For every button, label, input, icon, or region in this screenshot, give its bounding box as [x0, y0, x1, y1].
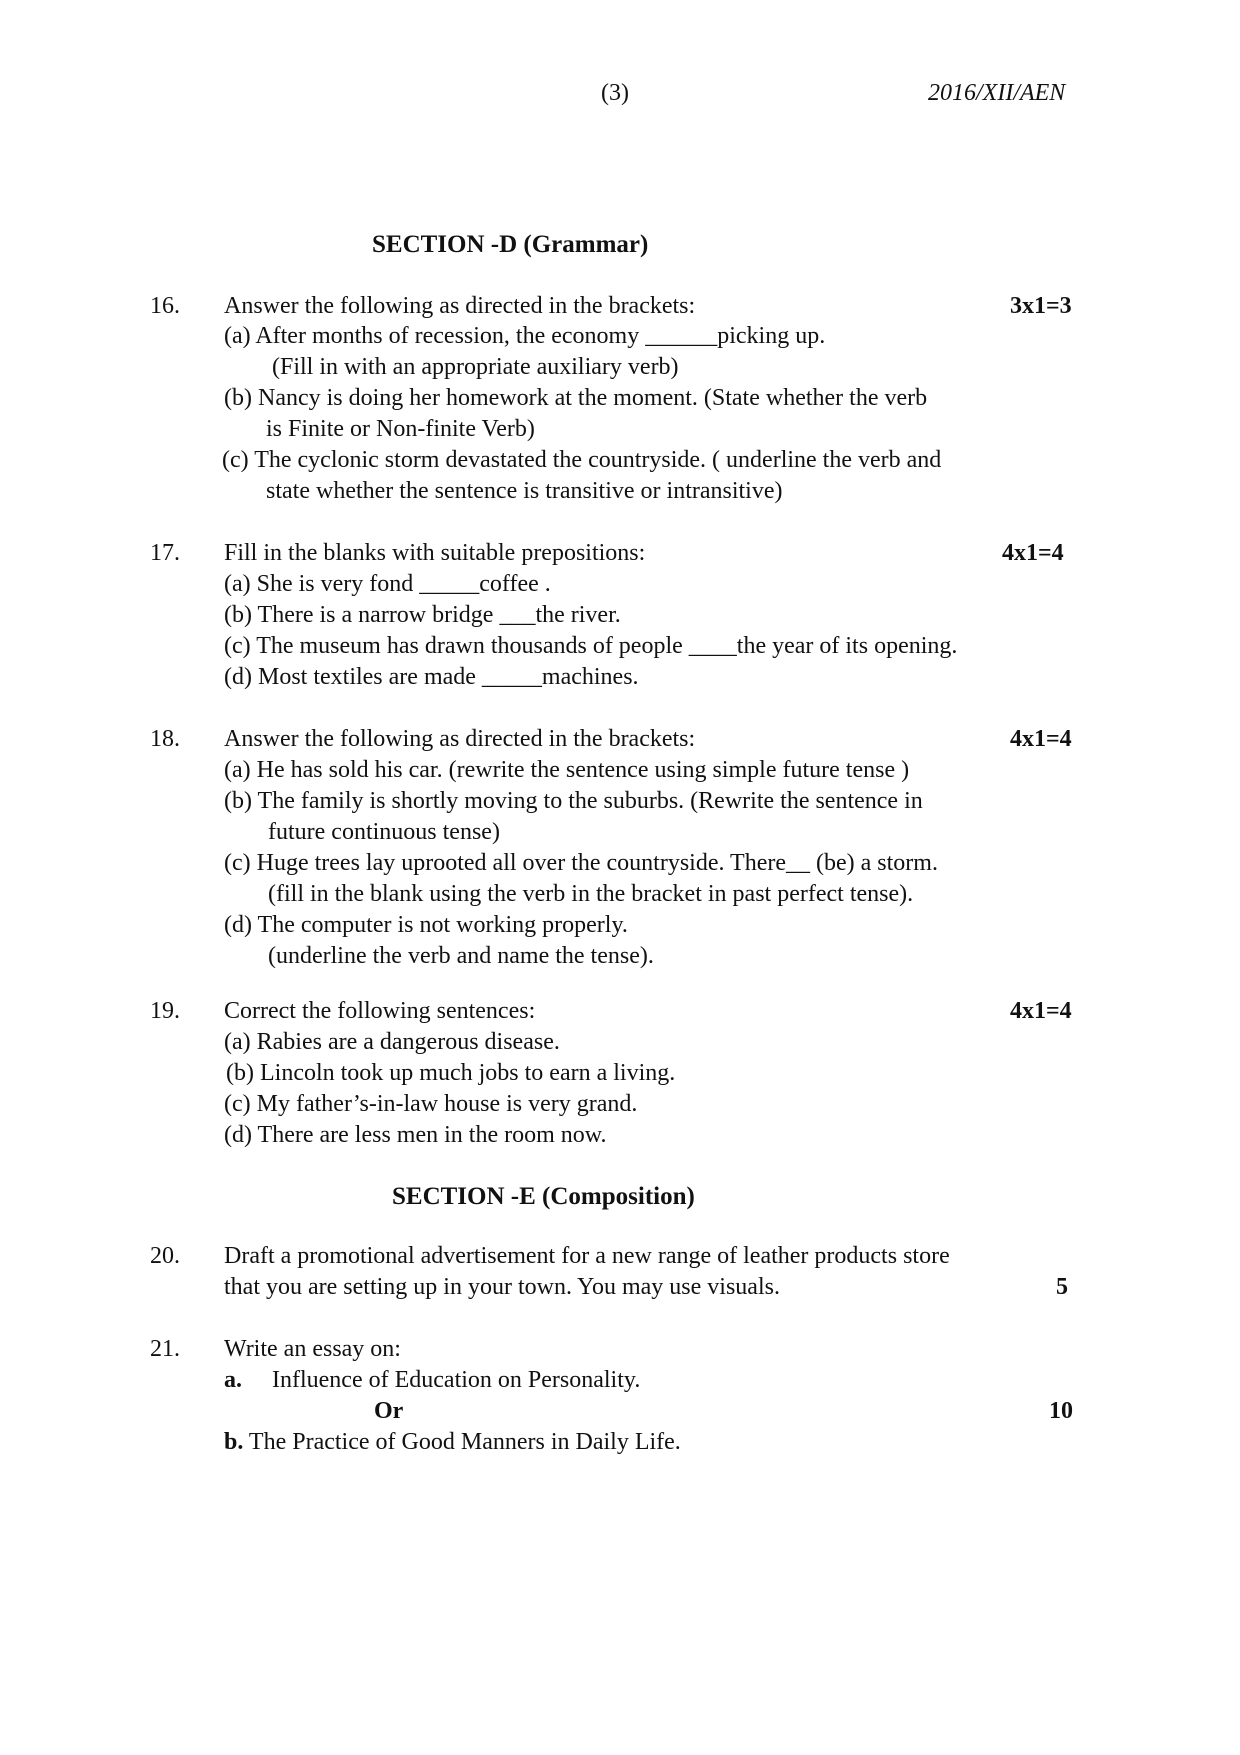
question-text-cont: that you are setting up in your town. You may use visuals. [224, 1274, 780, 1300]
section-d-title: SECTION -D (Grammar) [372, 231, 649, 258]
option-a-text: Influence of Education on Personality. [272, 1367, 641, 1393]
sub-question-b: (b) The family is shortly moving to the suburbs. (Rewrite the sentence in [224, 788, 923, 814]
paper-code: 2016/XII/AEN [928, 80, 1066, 106]
option-a-label: a. [224, 1367, 242, 1393]
sub-question-d: (d) There are less men in the room now. [224, 1122, 607, 1148]
question-prompt: Answer the following as directed in the brackets: [224, 726, 696, 752]
sub-question-d: (d) Most textiles are made _____machines. [224, 664, 639, 690]
question-marks: 4x1=4 [1002, 540, 1064, 566]
sub-question-a: (a) Rabies are a dangerous disease. [224, 1029, 560, 1055]
sub-question-c: (c) The museum has drawn thousands of people ____the year of its opening. [224, 633, 958, 659]
question-marks: 3x1=3 [1010, 293, 1072, 319]
sub-question-a: (a) He has sold his car. (rewrite the sentence using simple future tense ) [224, 757, 910, 783]
sub-question-c: (c) Huge trees lay uprooted all over the countryside. There__ (be) a storm. [224, 850, 938, 876]
sub-question-b-cont: future continuous tense) [268, 819, 500, 845]
question-marks: 5 [1056, 1274, 1068, 1300]
sub-question-d-cont: (underline the verb and name the tense). [268, 943, 654, 969]
sub-question-b: (b) Lincoln took up much jobs to earn a living. [226, 1060, 676, 1086]
page-number: (3) [601, 80, 629, 106]
option-b-label: b. [224, 1429, 244, 1455]
sub-question-a-note: (Fill in with an appropriate auxiliary verb) [272, 354, 679, 380]
or-separator: Or [374, 1398, 404, 1424]
question-prompt: Fill in the blanks with suitable prepositions: [224, 540, 646, 566]
sub-question-c: (c) The cyclonic storm devastated the countryside. ( underline the verb and [222, 447, 942, 473]
question-marks: 4x1=4 [1010, 998, 1072, 1024]
question-prompt: Correct the following sentences: [224, 998, 536, 1024]
question-number: 18. [150, 726, 180, 752]
section-e-title: SECTION -E (Composition) [392, 1183, 695, 1210]
question-number: 16. [150, 293, 180, 319]
sub-question-a: (a) After months of recession, the economy ______picking up. [224, 323, 826, 349]
sub-question-c-cont: state whether the sentence is transitive or intransitive) [266, 478, 783, 504]
sub-question-a: (a) She is very fond _____coffee . [224, 571, 551, 597]
sub-question-b: (b) Nancy is doing her homework at the moment. (State whether the verb [224, 385, 928, 411]
sub-question-b-cont: is Finite or Non-finite Verb) [266, 416, 535, 442]
question-marks: 4x1=4 [1010, 726, 1072, 752]
sub-question-d: (d) The computer is not working properly. [224, 912, 628, 938]
question-prompt: Write an essay on: [224, 1336, 401, 1362]
question-number: 21. [150, 1336, 180, 1362]
sub-question-c-cont: (fill in the blank using the verb in the bracket in past perfect tense). [268, 881, 914, 907]
question-prompt: Answer the following as directed in the brackets: [224, 293, 696, 319]
sub-question-c: (c) My father’s-in-law house is very grand. [224, 1091, 638, 1117]
option-b-text: The Practice of Good Manners in Daily Life. [243, 1429, 681, 1455]
question-number: 17. [150, 540, 180, 566]
option-b [224, 1427, 681, 1458]
question-number: 20. [150, 1243, 180, 1269]
sub-question-b: (b) There is a narrow bridge ___the river. [224, 602, 621, 628]
question-number: 19. [150, 998, 180, 1024]
question-marks: 10 [1049, 1398, 1073, 1424]
question-text: Draft a promotional advertisement for a new range of leather products store [224, 1243, 950, 1269]
